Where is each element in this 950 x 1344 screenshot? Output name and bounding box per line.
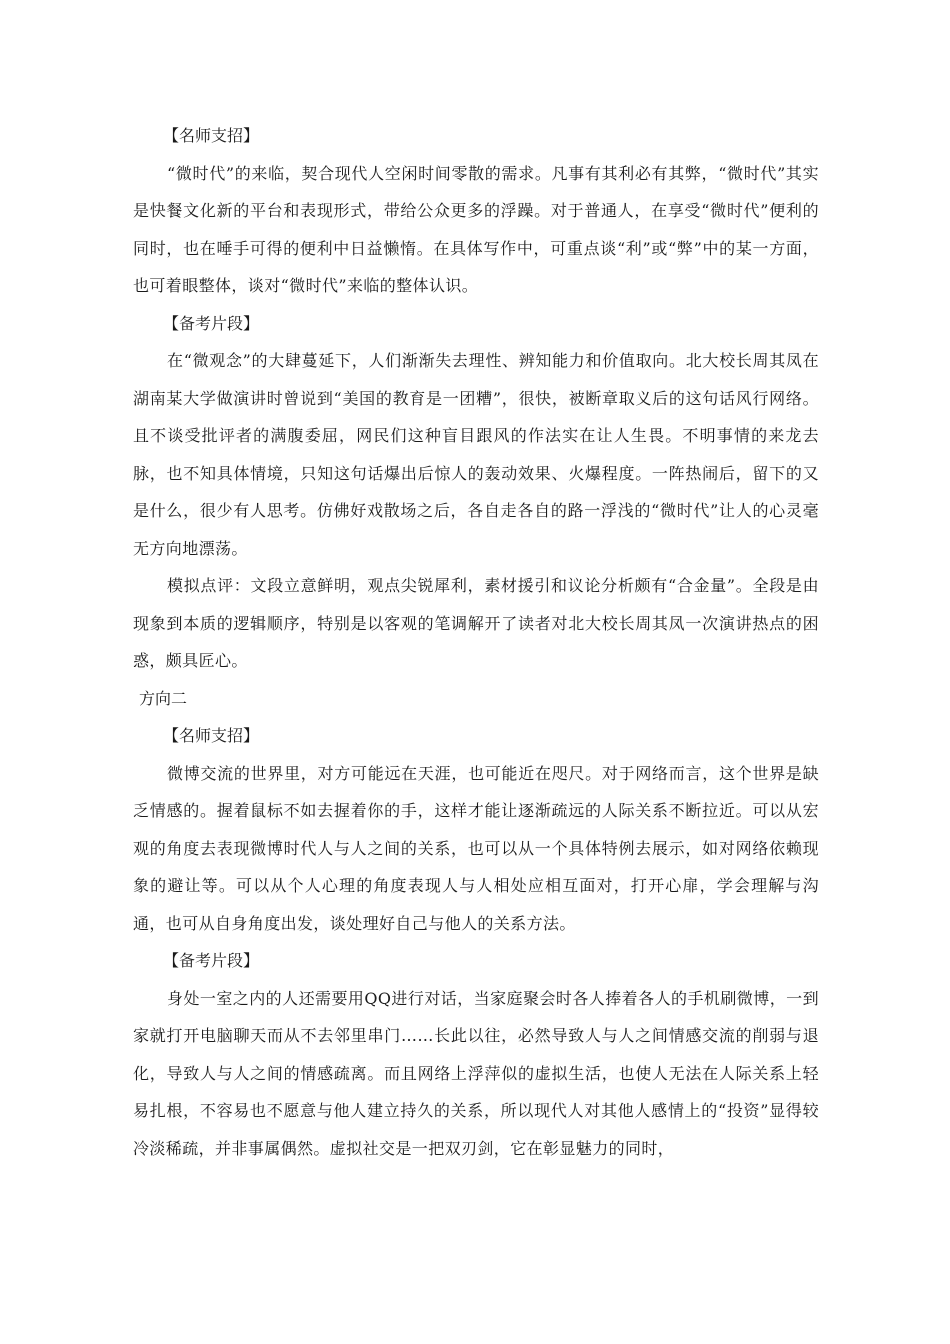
section-heading-exam-excerpt-2: 【备考片段】 bbox=[163, 951, 260, 970]
paragraph-commentary: 模拟点评：文段立意鲜明，观点尖锐犀利，素材援引和议论分析颇有“合金量”。全段是由现象到本质的逻辑顺序，特别是以客观的笔调解开了读者对北大校长周其凤一次演讲热点的困惑，颇具匠心。 bbox=[133, 576, 819, 670]
paragraph-teacher-tips-1: “微时代”的来临，契合现代人空闲时间零散的需求。凡事有其利必有其弊，“微时代”其实是快餐文化新的平台和表现形式，带给公众更多的浮躁。对于普通人，在享受“微时代”便利的同时，也在唾手可得的便利中日益懒惰。在具体写作中，可重点谈“利”或“弊”中的某一方面，也可着眼整体，谈对“微时代”来临的整体认识。 bbox=[133, 163, 819, 295]
paragraph-teacher-tips-2: 微博交流的世界里，对方可能远在天涯，也可能近在咫尺。对于网络而言，这个世界是缺乏情感的。握着鼠标不如去握着你的手，这样才能让逐渐疏远的人际关系不断拉近。可以从宏观的角度去表现微博时代人与人之间的关系，也可以从一个具体特例去展示，如对网络依赖现象的避让等。可以从个人心理的角度表现人与人相处应相互面对，打开心扉，学会理解与沟通，也可从自身角度出发，谈处理好自己与他人的关系方法。 bbox=[133, 763, 819, 933]
document-body bbox=[133, 117, 819, 1167]
section-heading-exam-excerpt: 【备考片段】 bbox=[163, 313, 260, 333]
paragraph-exam-excerpt-1: 在“微观念”的大肆蔓延下，人们渐渐失去理性、辨知能力和价值取向。北大校长周其凤在湖南某大学做演讲时曾说到“美国的教育是一团糟”，很快，被断章取义后的这句话风行网络。且不谈受批评者的满腹委屈，网民们这种盲目跟风的作法实在让人生畏。不明事情的来龙去脉，也不知具体情境，只知这句话爆出后惊人的轰动效果、火爆程度。一阵热闹后，留下的又是什么，很少有人思考。仿佛好戏散场之后，各自走各自的路一浮浅的“微时代”让人的心灵毫无方向地漂荡。 bbox=[133, 351, 819, 558]
section-heading-teacher-tips: 【名师支招】 bbox=[163, 126, 260, 145]
paragraph-exam-excerpt-2: 身处一室之内的人还需要用QQ进行对话，当家庭聚会时各人捧着各人的手机刷微博，一到家就打开电脑聊天而从不去邻里串门……长此以往，必然导致人与人之间情感交流的削弱与退化，导致人与人之间的情感疏离。而且网络上浮萍似的虚拟生活，也使人无法在人际关系上轻易扎根，不容易也不愿意与他人建立持久的关系，所以现代人对其他人感情上的“投资”显得较冷淡稀疏，并非事属偶然。虚拟社交是一把双刃剑，它在彰显魅力的同时， bbox=[133, 988, 819, 1158]
direction-two-label: 方向二 bbox=[139, 688, 188, 708]
section-heading-teacher-tips-2: 【名师支招】 bbox=[163, 726, 260, 745]
